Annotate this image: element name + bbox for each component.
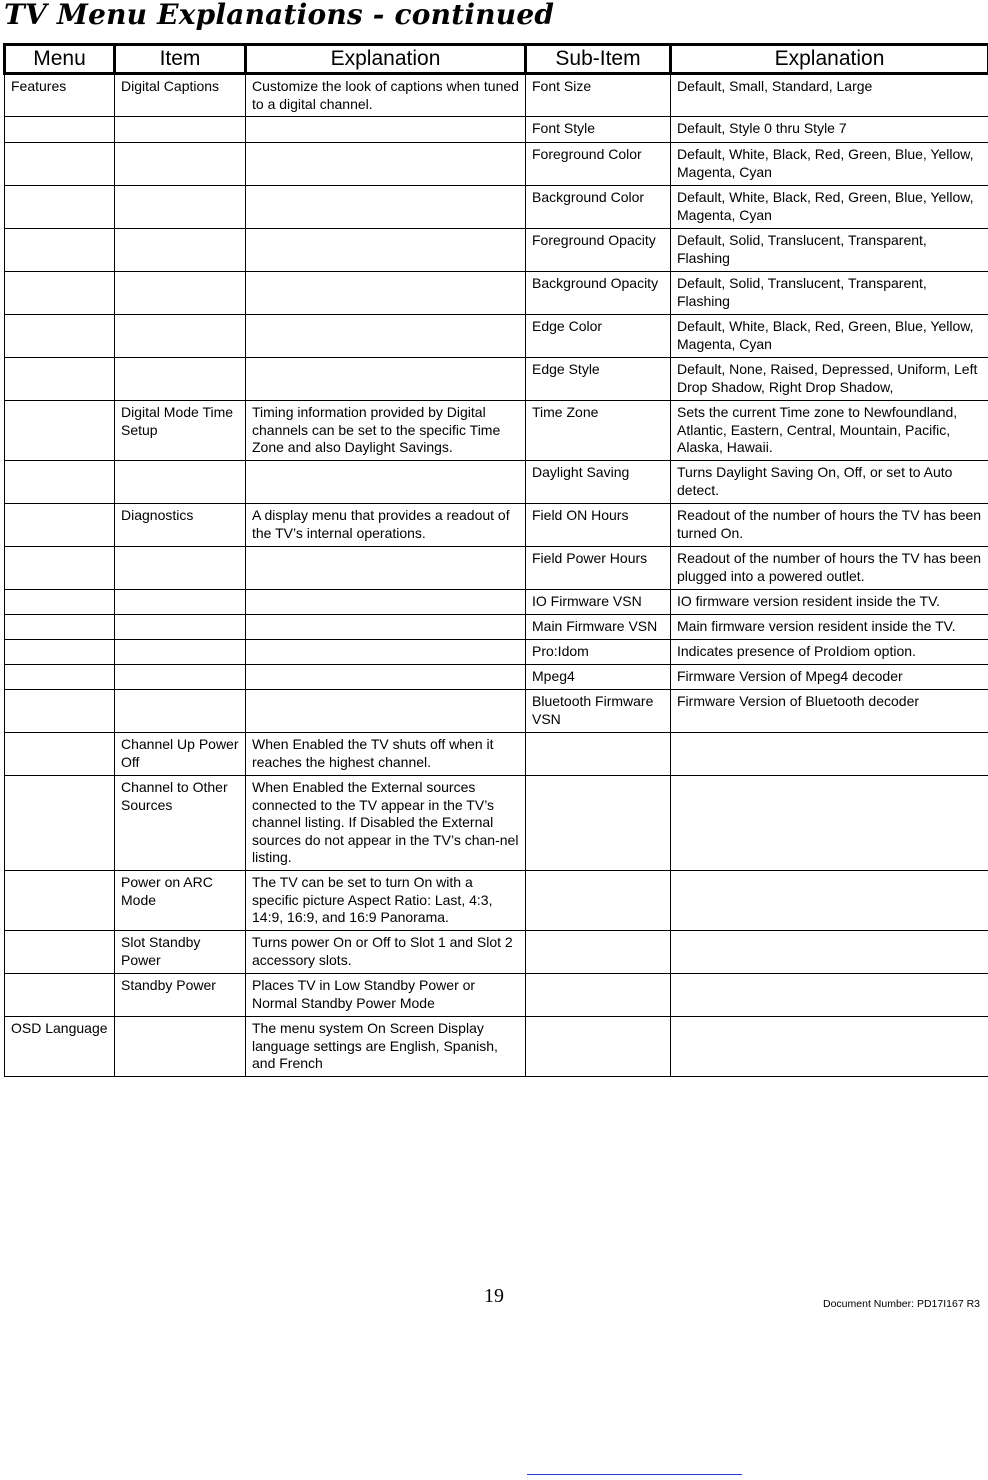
table-row [5, 74, 988, 117]
item-cell [115, 272, 246, 315]
item-cell [115, 665, 246, 690]
sub-item-cell: Time Zone [526, 401, 671, 461]
sub-item-cell [526, 1017, 671, 1077]
explanation-cell [246, 315, 526, 358]
table-row [5, 931, 988, 974]
explanation-cell: The TV can be set to turn On with a specific picture Aspect Ratio: Last, 4:3, 14:9, 16:9, and 16:9 Panorama. [246, 871, 526, 931]
table-row [5, 590, 988, 615]
item-cell [115, 1017, 246, 1077]
table-row [5, 401, 988, 461]
sub-item-cell [526, 776, 671, 871]
sub-explanation-cell: Indicates presence of ProIdiom option. [671, 640, 988, 665]
sub-explanation-cell: Sets the current Time zone to Newfoundland, Atlantic, Eastern, Central, Mountain, Pacific, Alaska, Hawaii. [671, 401, 988, 461]
explanation-cell: The menu system On Screen Display language settings are English, Spanish, and French [246, 1017, 526, 1077]
menu-cell [5, 665, 115, 690]
sub-explanation-cell: Turns Daylight Saving On, Off, or set to Auto detect. [671, 461, 988, 504]
sub-explanation-cell: Default, Small, Standard, Large [671, 74, 988, 117]
item-cell: Slot Standby Power [115, 931, 246, 974]
header-explanation: Explanation [246, 45, 526, 74]
explanation-cell: When Enabled the TV shuts off when it reaches the highest channel. [246, 733, 526, 776]
menu-cell [5, 315, 115, 358]
sub-explanation-cell: Default, Solid, Translucent, Transparent, Flashing [671, 229, 988, 272]
explanation-cell: Timing information provided by Digital channels can be set to the specific Time Zone and also Daylight Savings. [246, 401, 526, 461]
sub-item-cell: IO Firmware VSN [526, 590, 671, 615]
menu-cell [5, 871, 115, 931]
sub-item-cell: Daylight Saving [526, 461, 671, 504]
menu-cell [5, 733, 115, 776]
explanation-cell: A display menu that provides a readout of the TV’s internal operations. [246, 504, 526, 547]
page-number: 19 [484, 1285, 504, 1307]
table-row [5, 315, 988, 358]
menu-cell [5, 504, 115, 547]
item-cell [115, 186, 246, 229]
item-cell: Channel to Other Sources [115, 776, 246, 871]
sub-explanation-cell: Default, Solid, Translucent, Transparent, Flashing [671, 272, 988, 315]
sub-explanation-cell: Default, None, Raised, Depressed, Uniform, Left Drop Shadow, Right Drop Shadow, [671, 358, 988, 401]
menu-cell [5, 229, 115, 272]
sub-item-cell: Foreground Color [526, 143, 671, 186]
item-cell [115, 690, 246, 733]
sub-explanation-cell: Readout of the number of hours the TV has been turned On. [671, 504, 988, 547]
sub-item-cell: Edge Style [526, 358, 671, 401]
item-cell [115, 461, 246, 504]
sub-item-cell [526, 871, 671, 931]
explanation-cell [246, 143, 526, 186]
header-sub-item: Sub-Item [526, 45, 671, 74]
table-row [5, 640, 988, 665]
sub-explanation-cell [671, 1017, 988, 1077]
item-cell [115, 229, 246, 272]
sub-item-cell: Pro:Idom [526, 640, 671, 665]
menu-cell [5, 547, 115, 590]
explanation-cell [246, 665, 526, 690]
sub-item-cell: Background Opacity [526, 272, 671, 315]
sub-explanation-cell: Readout of the number of hours the TV has been plugged into a powered outlet. [671, 547, 988, 590]
explanation-cell [246, 690, 526, 733]
table-row [5, 776, 988, 871]
table-row [5, 690, 988, 733]
table-row [5, 974, 988, 1017]
header-item: Item [115, 45, 246, 74]
sub-item-cell: Mpeg4 [526, 665, 671, 690]
table-header-row [5, 45, 988, 74]
sub-item-cell: Field ON Hours [526, 504, 671, 547]
explanation-cell [246, 358, 526, 401]
table-row [5, 871, 988, 931]
explanation-cell [246, 461, 526, 504]
table-row [5, 547, 988, 590]
sub-explanation-cell: Firmware Version of Mpeg4 decoder [671, 665, 988, 690]
menu-cell: Features [5, 74, 115, 117]
sub-item-cell [526, 931, 671, 974]
menu-cell [5, 931, 115, 974]
table-row [5, 1017, 988, 1077]
item-cell [115, 117, 246, 143]
table-row [5, 272, 988, 315]
table-row [5, 461, 988, 504]
explanation-cell [246, 615, 526, 640]
explanation-cell [246, 547, 526, 590]
item-cell [115, 143, 246, 186]
explanation-cell [246, 229, 526, 272]
explanation-cell [246, 590, 526, 615]
explanation-cell [246, 640, 526, 665]
sub-explanation-cell [671, 733, 988, 776]
menu-cell [5, 358, 115, 401]
sub-explanation-cell [671, 974, 988, 1017]
item-cell [115, 640, 246, 665]
menu-cell [5, 186, 115, 229]
sub-explanation-cell: IO firmware version resident inside the TV. [671, 590, 988, 615]
item-cell [115, 590, 246, 615]
sub-item-cell [526, 974, 671, 1017]
menu-cell [5, 615, 115, 640]
sub-item-cell: Main Firmware VSN [526, 615, 671, 640]
explanation-cell [246, 186, 526, 229]
header-sub-explanation: Explanation [671, 45, 988, 74]
item-cell: Standby Power [115, 974, 246, 1017]
item-cell: Channel Up Power Off [115, 733, 246, 776]
sub-item-cell [526, 733, 671, 776]
table-row [5, 665, 988, 690]
item-cell [115, 315, 246, 358]
menu-cell: OSD Language [5, 1017, 115, 1077]
table-row [5, 229, 988, 272]
item-cell: Power on ARC Mode [115, 871, 246, 931]
sub-explanation-cell: Default, Style 0 thru Style 7 [671, 117, 988, 143]
sub-item-cell: Edge Color [526, 315, 671, 358]
sub-item-cell: Field Power Hours [526, 547, 671, 590]
bottom-link-underline [527, 1474, 742, 1475]
sub-explanation-cell [671, 931, 988, 974]
sub-item-cell: Foreground Opacity [526, 229, 671, 272]
document-number: Document Number: PD17I167 R3 [823, 1298, 980, 1310]
sub-explanation-cell: Default, White, Black, Red, Green, Blue, Yellow, Magenta, Cyan [671, 143, 988, 186]
sub-item-cell: Background Color [526, 186, 671, 229]
item-cell: Digital Mode Time Setup [115, 401, 246, 461]
explanation-cell [246, 272, 526, 315]
explanation-cell: When Enabled the External sources connected to the TV appear in the TV’s channel listing. If Disabled the External sources do not appear in the TV’s chan-nel listing. [246, 776, 526, 871]
menu-cell [5, 143, 115, 186]
menu-cell [5, 461, 115, 504]
header-menu: Menu [5, 45, 115, 74]
item-cell: Diagnostics [115, 504, 246, 547]
menu-cell [5, 974, 115, 1017]
table-row [5, 117, 988, 143]
menu-explanations-table [3, 43, 988, 1077]
table-row [5, 615, 988, 640]
page-title: TV Menu Explanations - continued [4, 0, 555, 31]
menu-cell [5, 776, 115, 871]
explanation-cell [246, 117, 526, 143]
table-row [5, 358, 988, 401]
table-row [5, 733, 988, 776]
item-cell [115, 358, 246, 401]
explanation-cell: Places TV in Low Standby Power or Normal Standby Power Mode [246, 974, 526, 1017]
menu-cell [5, 640, 115, 665]
sub-item-cell: Font Style [526, 117, 671, 143]
menu-cell [5, 590, 115, 615]
sub-explanation-cell: Default, White, Black, Red, Green, Blue, Yellow, Magenta, Cyan [671, 315, 988, 358]
sub-explanation-cell: Firmware Version of Bluetooth decoder [671, 690, 988, 733]
table-body [5, 74, 988, 1077]
menu-cell [5, 117, 115, 143]
table-row [5, 504, 988, 547]
sub-explanation-cell: Main firmware version resident inside the TV. [671, 615, 988, 640]
sub-item-cell: Bluetooth Firmware VSN [526, 690, 671, 733]
table-row [5, 186, 988, 229]
sub-explanation-cell [671, 776, 988, 871]
sub-explanation-cell [671, 871, 988, 931]
menu-cell [5, 401, 115, 461]
explanation-cell: Turns power On or Off to Slot 1 and Slot 2 accessory slots. [246, 931, 526, 974]
explanation-cell: Customize the look of captions when tuned to a digital channel. [246, 74, 526, 117]
menu-cell [5, 690, 115, 733]
item-cell [115, 547, 246, 590]
sub-item-cell: Font Size [526, 74, 671, 117]
sub-explanation-cell: Default, White, Black, Red, Green, Blue, Yellow, Magenta, Cyan [671, 186, 988, 229]
table-row [5, 143, 988, 186]
menu-cell [5, 272, 115, 315]
item-cell [115, 615, 246, 640]
item-cell: Digital Captions [115, 74, 246, 117]
